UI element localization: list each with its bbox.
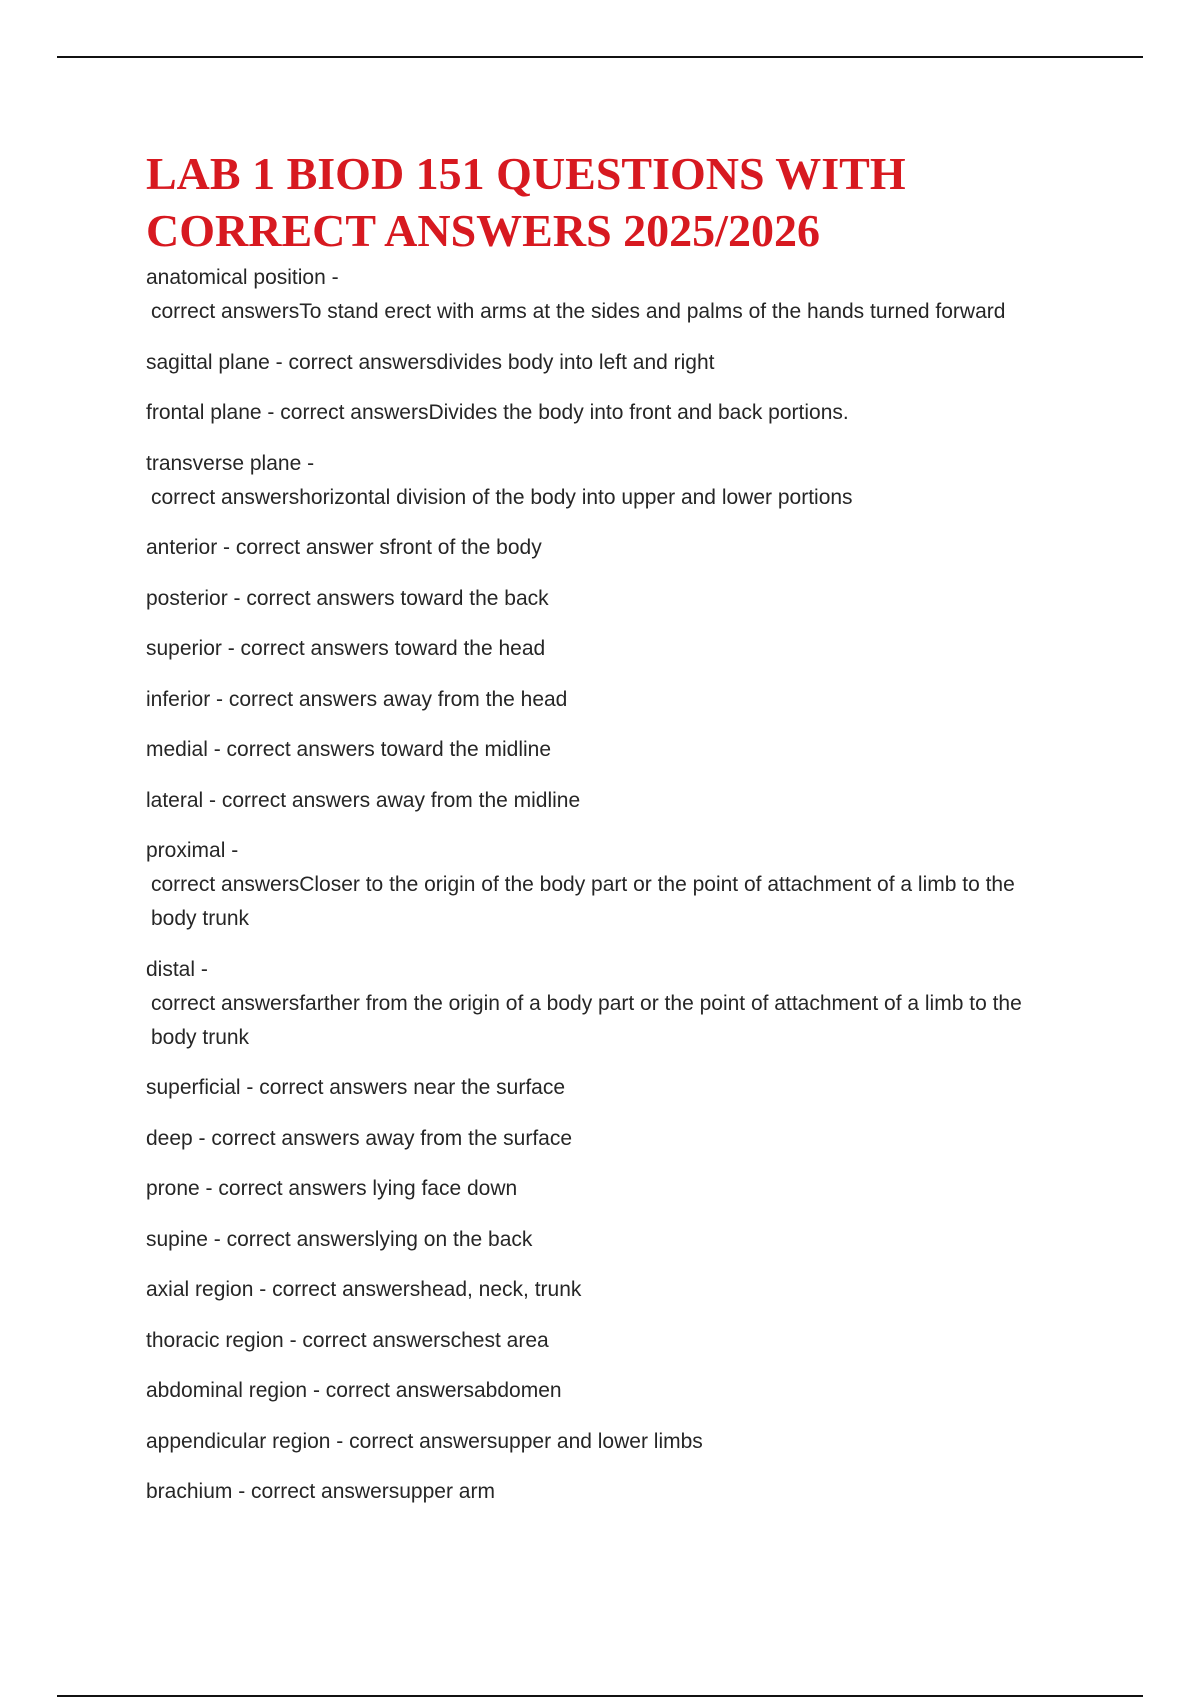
qa-answer: correct answers toward the head [240, 637, 546, 660]
qa-answer: correct answers toward the midline [226, 738, 552, 761]
qa-answer: correct answersDivides the body into front and back portions. [280, 401, 849, 424]
qa-term: frontal plane [146, 401, 262, 424]
qa-separator: - [207, 738, 227, 761]
qa-term: prone [146, 1177, 200, 1200]
qa-term: anatomical position [146, 266, 326, 289]
qa-entry [146, 346, 1056, 380]
qa-entry [146, 1071, 1056, 1105]
qa-term: deep [146, 1126, 193, 1150]
qa-term: anterior [146, 536, 218, 559]
qa-entry [146, 261, 1056, 329]
top-rule [57, 56, 1143, 58]
qa-entry [146, 582, 1056, 616]
qa-separator: - [253, 1278, 273, 1301]
qa-term: brachium [146, 1480, 233, 1503]
qa-entry [146, 1374, 1056, 1408]
qa-separator: - [225, 839, 239, 862]
qa-answer: correct answersTo stand erect with arms at the sides and palms of the hands turned forward [151, 300, 1006, 323]
qa-term: superficial [146, 1076, 241, 1099]
qa-answer: correct answerslying on the back [226, 1227, 533, 1251]
qa-answer: correct answershead, neck, trunk [272, 1278, 582, 1301]
qa-separator: - [203, 788, 222, 812]
qa-entry [146, 683, 1056, 717]
qa-entry [146, 1223, 1056, 1257]
qa-separator: - [240, 1076, 260, 1099]
qa-entry [146, 632, 1056, 666]
qa-term: abdominal region [146, 1379, 308, 1402]
qa-entry [146, 1475, 1056, 1509]
qa-separator: - [325, 266, 339, 289]
qa-answer: correct answer sfront of the body [235, 536, 542, 559]
qa-separator: - [199, 1177, 219, 1200]
qa-term: axial region [146, 1278, 254, 1301]
qa-separator: - [330, 1429, 350, 1453]
qa-answer: correct answershorizontal division of the body into upper and lower portions [151, 485, 853, 509]
qa-entry [146, 733, 1056, 767]
qa-answer: correct answers away from the head [228, 687, 568, 711]
qa-term: transverse plane [146, 451, 302, 475]
qa-entry [146, 1172, 1056, 1206]
qa-separator: - [210, 687, 229, 711]
qa-separator: - [192, 1126, 212, 1150]
qa-answer: correct answers near the surface [259, 1076, 566, 1099]
qa-term: proximal [146, 839, 226, 862]
qa-term: sagittal plane [146, 350, 270, 374]
document-body [146, 145, 1056, 1526]
qa-entry [146, 784, 1056, 818]
qa-answer: correct answers toward the back [246, 586, 549, 610]
qa-separator: - [269, 350, 289, 374]
qa-separator: - [283, 1328, 303, 1352]
qa-separator: - [221, 637, 241, 660]
qa-term: inferior [146, 687, 211, 711]
qa-entry [146, 953, 1056, 1055]
qa-list [146, 261, 1056, 1509]
qa-entry [146, 1324, 1056, 1358]
qa-separator: - [232, 1480, 252, 1503]
qa-answer: correct answers away from the midline [221, 788, 581, 812]
qa-term: appendicular region [146, 1429, 331, 1453]
qa-term: superior [146, 637, 222, 660]
qa-entry [146, 447, 1056, 515]
qa-separator: - [261, 401, 281, 424]
qa-answer: correct answers lying face down [218, 1177, 518, 1200]
qa-answer: correct answersupper and lower limbs [349, 1429, 703, 1453]
qa-answer: correct answersfarther from the origin of a body part or the point of attachment of a limb to the body trunk [151, 991, 1022, 1049]
qa-separator: - [301, 451, 315, 475]
qa-entry [146, 834, 1056, 936]
qa-separator: - [227, 586, 247, 610]
qa-term: posterior [146, 586, 228, 610]
qa-answer: correct answersupper arm [251, 1480, 495, 1503]
qa-answer: correct answers away from the surface [211, 1126, 573, 1150]
qa-entry [146, 396, 1056, 430]
qa-term: lateral [146, 788, 204, 812]
qa-separator: - [207, 1227, 227, 1251]
qa-term: medial [146, 738, 208, 761]
qa-term: distal [146, 957, 196, 981]
qa-answer: correct answerschest area [302, 1328, 549, 1352]
qa-answer: correct answersabdomen [325, 1379, 562, 1402]
qa-term: supine [146, 1227, 208, 1251]
qa-entry [146, 1425, 1056, 1459]
qa-separator: - [307, 1379, 326, 1402]
qa-term: thoracic region [146, 1328, 284, 1352]
bottom-rule [57, 1695, 1143, 1697]
qa-separator: - [217, 536, 236, 559]
document-title: LAB 1 BIOD 151 QUESTIONS WITH CORRECT ANSWERS 2025/2026 [146, 148, 906, 256]
qa-separator: - [195, 957, 208, 981]
qa-entry [146, 1122, 1056, 1156]
qa-answer: correct answersdivides body into left and right [288, 350, 715, 374]
qa-entry [146, 531, 1056, 565]
qa-answer: correct answersCloser to the origin of the body part or the point of attachment of a limb to the body trunk [151, 873, 1015, 930]
qa-entry [146, 1273, 1056, 1307]
